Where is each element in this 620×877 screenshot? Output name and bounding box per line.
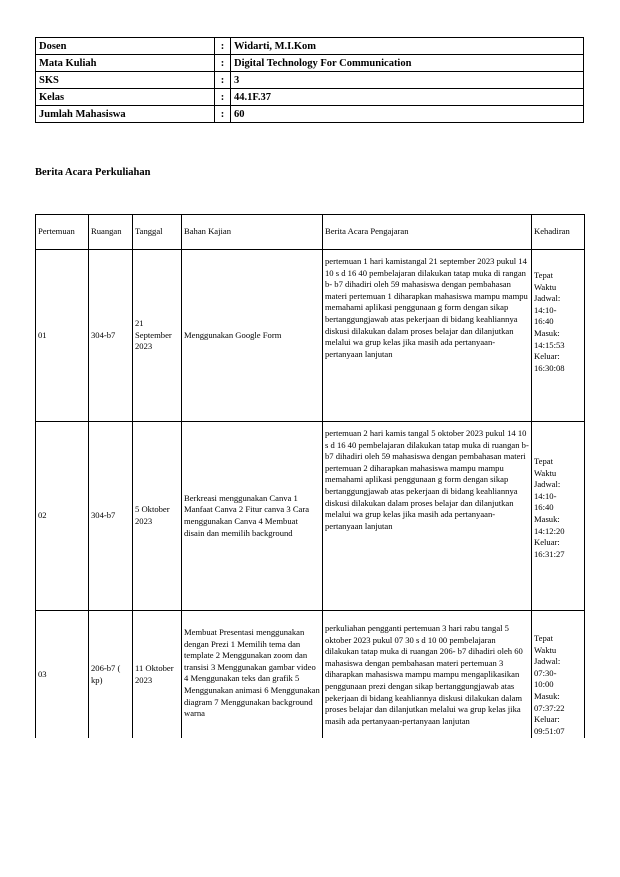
cell-pertemuan: 01	[36, 250, 89, 422]
cell-berita-acara: pertemuan 1 hari kamistangal 21 september 2023 pukul 14 10 s d 16 40 pembelajaran dilakukan tatap muka di rangan b- b7 dihadiri oleh 59 mahasiswa dengan pembahasan materi pertemuan 1 diharapkan mahasiswa mampu mampu memahami aplikasi penggunaan g form dengan sikap bertanggungjawab atas pekerjaan di bidang keahliannya diskusi dilakukan dalam proses belajar dan dilanjutkan melalui wa grup kelas jika masih ada pertanyaan-pertanyaan lanjutan	[323, 250, 532, 422]
kehadiran-line: 16:40	[534, 502, 554, 513]
info-colon: :	[215, 72, 231, 89]
kehadiran-line: Jadwal:	[534, 479, 561, 490]
cell-kehadiran	[532, 422, 585, 611]
kehadiran-line: 14:10-	[534, 304, 557, 315]
info-value: Digital Technology For Communication	[231, 55, 584, 72]
kehadiran-line: 09:51:07	[534, 725, 565, 736]
kehadiran-line: 14:12:20	[534, 525, 565, 536]
cell-pertemuan: 03	[36, 611, 89, 739]
info-colon: :	[215, 55, 231, 72]
kehadiran-line: Waktu	[534, 281, 557, 292]
info-label: Jumlah Mahasiswa	[36, 106, 215, 123]
kehadiran-line: Tepat	[534, 270, 553, 280]
kehadiran-line: Keluar:	[534, 537, 560, 548]
cell-ruangan: 304-b7	[89, 422, 133, 611]
header-tanggal: Tanggal	[133, 215, 182, 250]
kehadiran-line: Tepat	[534, 633, 553, 643]
cell-ruangan: 206-b7 ( kp)	[89, 611, 133, 739]
kehadiran-line: Waktu	[534, 467, 557, 478]
header-kehadiran: Kehadiran	[532, 215, 585, 250]
kehadiran-line: 14:10-	[534, 490, 557, 501]
info-row-mata-kuliah	[36, 55, 584, 72]
kehadiran-line: 14:15:53	[534, 339, 565, 350]
cell-bahan-kajian: Membuat Presentasi menggunakan dengan Prezi 1 Memilih tema dan template 2 Menggunakan zoom dan transisi 3 Menggunakan gambar video 4 Menggunakan teks dan grafik 5 Menggunakan animasi 6 Menggunakan diagram 7 Menggunakan background warna	[182, 611, 323, 739]
info-row-jumlah-mahasiswa	[36, 106, 584, 123]
kehadiran-line: 16:40	[534, 316, 554, 327]
info-colon: :	[215, 89, 231, 106]
table-row	[36, 422, 585, 611]
kehadiran-line: Masuk:	[534, 327, 560, 338]
header-bahan-kajian: Bahan Kajian	[182, 215, 323, 250]
cell-bahan-kajian: Berkreasi menggunakan Canva 1 Manfaat Canva 2 Fitur canva 3 Cara menggunakan Canva 4 Membuat disain dan memilih background	[182, 422, 323, 611]
info-value: Widarti, M.I.Kom	[231, 38, 584, 55]
kehadiran-line: Jadwal:	[534, 293, 561, 304]
kehadiran-line: Masuk:	[534, 690, 560, 701]
info-value: 44.1F.37	[231, 89, 584, 106]
kehadiran-line: 16:31:27	[534, 548, 565, 559]
cell-tanggal: 21 September 2023	[133, 250, 182, 422]
table-row	[36, 250, 585, 422]
cell-berita-acara: pertemuan 2 hari kamis tangal 5 oktober 2023 pukul 14 10 s d 16 40 pembelajaran dilakukan tatap muka di ruangan b- b7 dihadiri oleh 59 mahasiswa dengan pembahasan materi pertemuan 2 diharapkan mahasiswa mampu mampu memahami aplikasi penggunaan g form dengan sikap bertanggungjawab atas pekerjaan di bidang keahliannya diskusi dilakukan dalam proses belajar dan dilanjutkan melalui wa grup kelas jika masih ada pertanyaan-pertanyaan lanjutan	[323, 422, 532, 611]
kehadiran-line: Keluar:	[534, 714, 560, 725]
info-label: Mata Kuliah	[36, 55, 215, 72]
info-label: SKS	[36, 72, 215, 89]
info-value: 60	[231, 106, 584, 123]
info-colon: :	[215, 38, 231, 55]
lecture-log-table	[35, 214, 585, 738]
kehadiran-line: 16:30:08	[534, 362, 565, 373]
cell-berita-acara: perkuliahan pengganti pertemuan 3 hari rabu tangal 5 oktober 2023 pukul 07 30 s d 10 00 pembelajaran dilakukan tatap muka di ruangan 206- b7 dihadiri oleh 60 mahasiswa dengan pembahasan materi pertemuan 3 diharapkan mahasiswa mampu mampu mengaplikasikan penggunaan prezi dengan sikap bertanggungjawab atas pekerjaan di bidang keahliannya diskusi dilakukan dalam proses belajar dan dilanjutkan melalui wa grup kelas jika masih ada pertanyaan-pertanyaan lanjutan	[323, 611, 532, 739]
header-ruangan: Ruangan	[89, 215, 133, 250]
info-label: Kelas	[36, 89, 215, 106]
table-row	[36, 611, 585, 739]
cell-kehadiran	[532, 611, 585, 739]
course-info-table	[35, 37, 584, 123]
info-value: 3	[231, 72, 584, 89]
kehadiran-line: Keluar:	[534, 351, 560, 362]
info-label: Dosen	[36, 38, 215, 55]
kehadiran-line: Masuk:	[534, 513, 560, 524]
info-row-dosen	[36, 38, 584, 55]
cell-tanggal: 5 Oktober 2023	[133, 422, 182, 611]
cell-tanggal: 11 Oktober 2023	[133, 611, 182, 739]
kehadiran-line: Waktu	[534, 644, 557, 655]
kehadiran-line: Tepat	[534, 456, 553, 466]
kehadiran-line: Jadwal:	[534, 656, 561, 667]
table-header-row	[36, 215, 585, 250]
cell-bahan-kajian: Menggunakan Google Form	[182, 250, 323, 422]
cell-pertemuan: 02	[36, 422, 89, 611]
info-colon: :	[215, 106, 231, 123]
kehadiran-line: 07:37:22	[534, 702, 565, 713]
cell-ruangan: 304-b7	[89, 250, 133, 422]
cell-kehadiran	[532, 250, 585, 422]
header-berita-acara: Berita Acara Pengajaran	[323, 215, 532, 250]
kehadiran-line: 07:30-	[534, 667, 557, 678]
kehadiran-line: 10:00	[534, 679, 554, 690]
info-row-sks	[36, 72, 584, 89]
info-row-kelas	[36, 89, 584, 106]
section-heading: Berita Acara Perkuliahan	[35, 167, 151, 178]
header-pertemuan: Pertemuan	[36, 215, 89, 250]
